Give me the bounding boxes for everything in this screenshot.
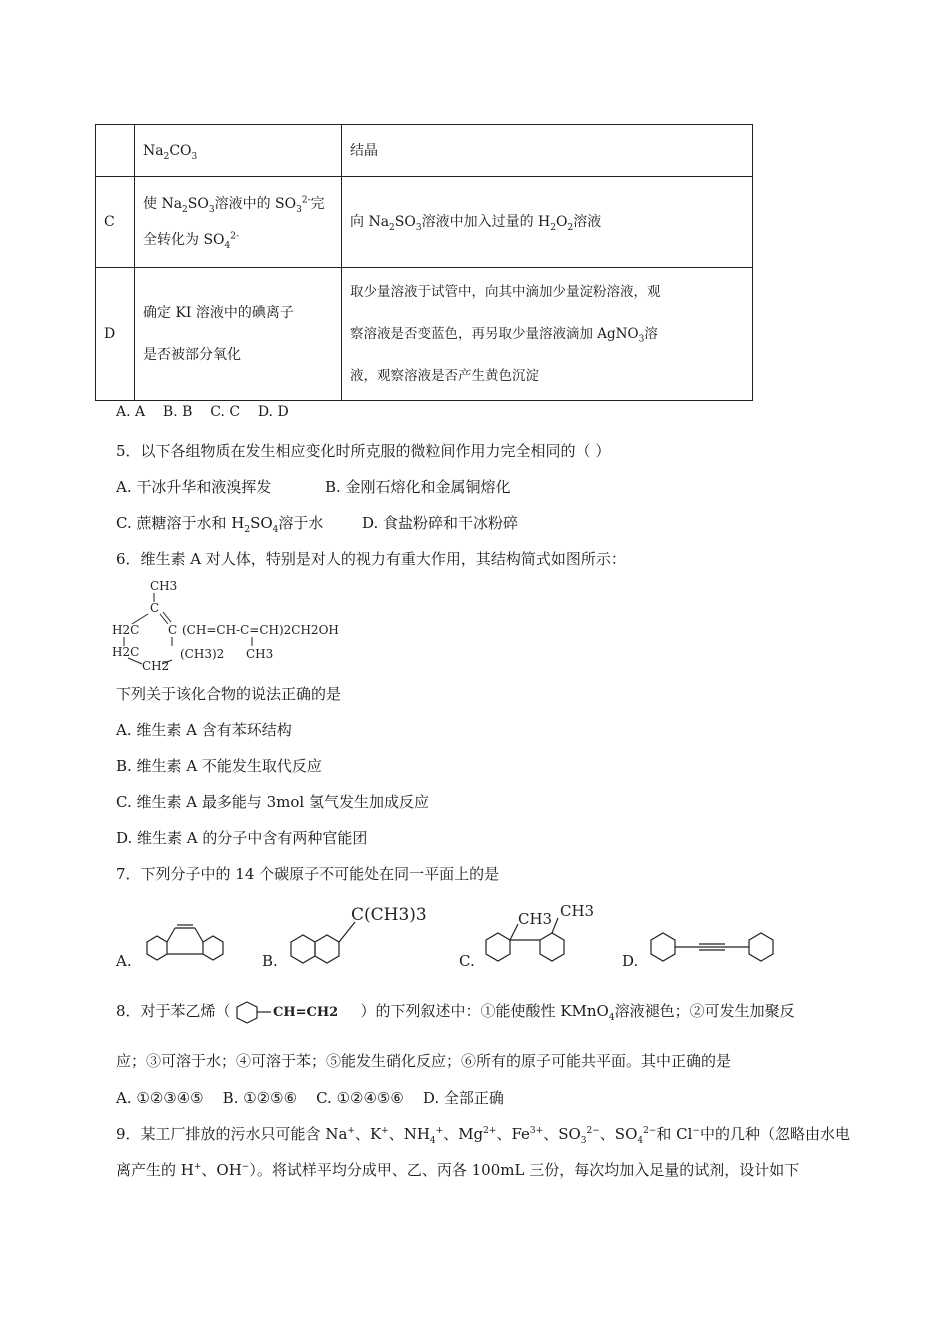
q8-stem-line1: 8．对于苯乙烯（ CH=CH2 ）的下列叙述中：①能使酸性 KMnO$_4$溶液褪色；②可发生加聚反 [116,1002,795,1023]
method-cell: 结晶 [342,125,753,177]
q5-option-a: A. 干冰升华和液溴挥发 [116,478,272,496]
q7-label-a: A. [116,952,132,970]
row-label [96,125,135,177]
struct-c-ring: C [168,623,178,637]
styrene-vinyl: CH=CH2 [272,1005,338,1020]
q4-options: A. A B. B C. C D. D [116,404,289,420]
method-cell: 向 $Na_2SO_3$溶液中加入过量的 $H_2O_2$溶液 [342,177,753,268]
struct-ch2-bottom: CH2 [142,659,170,671]
q6-stem: 6．维生素 A 对人体，特别是对人的视力有重大作用，其结构简式如图所示： [116,550,626,568]
q8-options: A. ①②③④⑤ B. ①②⑤⑥ C. ①②④⑤⑥ D. 全部正确 [116,1089,504,1107]
q5-option-b: B. 金刚石熔化和金属铜熔化 [325,478,511,496]
q9-stem-line1: 9．某工厂排放的污水只可能含 Na+、K+、$NH_4^+$、$Mg^{2+}$、$Fe^{3+}$、$SO_3^{2-}$、$SO_4^{2-}$和 Cl−中的几种（忽略由水电 [116,1125,850,1146]
table-row [96,177,753,268]
struct-chain: (CH=CH-C=CH)2CH2OH [182,623,339,637]
q5-option-d: D. 食盐粉碎和干冰粉碎 [362,514,519,532]
q9-stem-line2: 离产生的 H+、OH−）。将试样平均分成甲、乙、丙各 100mL 三份，每次均加入足量的试剂，设计如下 [116,1161,800,1179]
table-row [96,125,753,177]
vitamin-a-structure [110,576,350,671]
q6-option-d: D. 维生素 A 的分子中含有两种官能团 [116,829,368,847]
method-cell: 取少量溶液于试管中，向其中滴加少量淀粉溶液，观 察溶液是否变蓝色，再另取少量溶液滴加 AgNO$_3$溶 液，观察溶液是否产生黄色沉淀 [342,268,753,401]
reagent-cell: $Na_2CO_3$ [135,125,342,177]
goal-cell: 确定 KI 溶液中的碘离子 是否被部分氧化 [135,268,342,401]
q7-label-d: D. [622,952,639,970]
table-row [96,268,753,401]
q5-stem: 5．以下各组物质在发生相应变化时所克服的微粒间作用力完全相同的（ ） [116,442,611,460]
molecule-c [478,900,618,970]
molecule-b [285,900,435,970]
molecule-c-group-1: CH3 [518,910,553,928]
q5-option-c: C. 蔗糖溶于水和 $H_2SO_4$溶于水 [116,514,324,535]
q6-option-a: A. 维生素 A 含有苯环结构 [116,721,292,739]
molecule-c-group-2: CH3 [560,902,595,920]
row-label: C [96,177,135,268]
q8-stem-line2: 应；③可溶于水；④可溶于苯；⑤能发生硝化反应；⑥所有的原子可能共平面。其中正确的是 [116,1052,732,1070]
row-label: D [96,268,135,401]
struct-ch3-2: (CH3)2 [180,647,225,661]
struct-h2c-1: H2C [112,623,140,637]
struct-ch3-top: CH3 [150,579,178,593]
struct-c-top: C [150,601,160,615]
q6-sub-stem: 下列关于该化合物的说法正确的是 [116,685,342,703]
struct-ch3-side: CH3 [246,647,274,661]
q7-stem: 7．下列分子中的 14 个碳原子不可能处在同一平面上的是 [116,865,500,883]
molecule-b-group: C(CH3)3 [351,905,427,925]
molecule-d [645,918,790,968]
q6-option-c: C. 维生素 A 最多能与 3mol 氢气发生加成反应 [116,793,429,811]
q7-label-c: C. [459,952,475,970]
struct-h2c-2: H2C [112,645,140,659]
goal-cell: 使 $Na_2SO_3$溶液中的 $SO_3^{2-}$完 全转化为 $SO_4^{2-}$ [135,177,342,268]
experiment-table [95,124,753,401]
q6-option-b: B. 维生素 A 不能发生取代反应 [116,757,322,775]
q7-label-b: B. [262,952,278,970]
molecule-a [135,918,235,970]
